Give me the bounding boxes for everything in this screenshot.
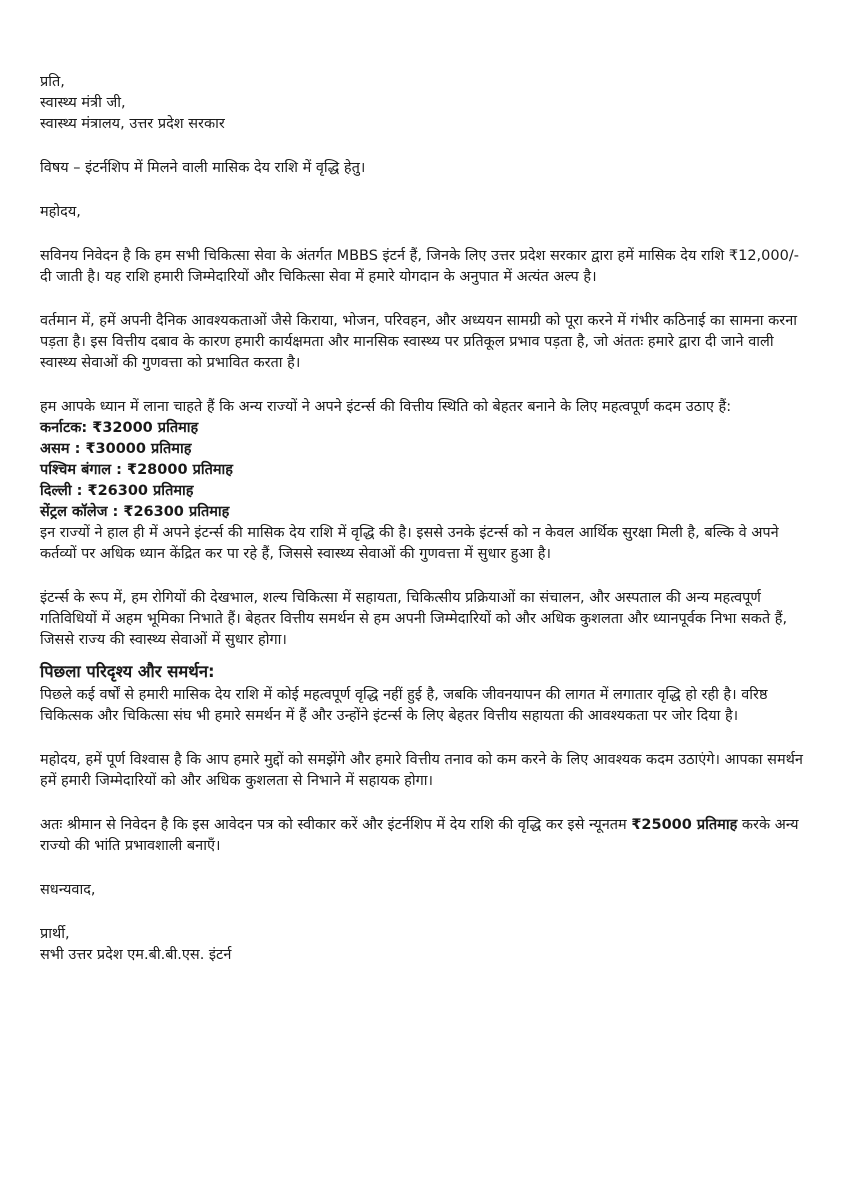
- paragraph-request: [40, 815, 810, 857]
- paragraph-intro: सविनय निवेदन है कि हम सभी चिकित्सा सेवा के अंतर्गत MBBS इंटर्न हैं, जिनके लिए उत्तर प्रदेश सरकार द्वारा हमें मासिक देय राशि ₹12,000/- दी जाती है। यह राशि हमारी जिम्मेदारियों और चिकित्सा सेवा में हमारे योगदान के अनुपात में अत्यंत अल्प है।: [40, 248, 799, 285]
- paragraph-confidence: महोदय, हमें पूर्ण विश्वास है कि आप हमारे मुद्दों को समझेंगे और हमारे वित्तीय तनाव को कम करने के लिए आवश्यक कदम उठाएंगे। आपका समर्थन हमें हमारी जिम्मेदारियों को और अधिक कुशलता से निभाने में सहायक होगा।: [40, 752, 803, 789]
- letter-document: [40, 72, 810, 966]
- paragraph-states-impact: इन राज्यों ने हाल ही में अपने इंटर्न्स की मासिक देय राशि में वृद्धि की है। इससे उनके इंटर्न्स को न केवल आर्थिक सुरक्षा मिली है, बल्कि वे अपने कर्तव्यों पर अधिक ध्यान केंद्रित कर पा रहे हैं, जिससे स्वास्थ्य सेवाओं की गुणवत्ता में सुधार हुआ है।: [40, 525, 779, 562]
- state-stipend-item: पश्चिम बंगाल : ₹28000 प्रतिमाह: [40, 462, 233, 478]
- recipient-line: प्रति,: [40, 74, 65, 90]
- paragraph-other-states-intro: हम आपके ध्यान में लाना चाहते हैं कि अन्य राज्यों ने अपने इंटर्न्स की वित्तीय स्थिति को बेहतर बनाने के लिए महत्वपूर्ण कदम उठाए हैं:: [40, 399, 732, 415]
- state-stipend-list: [40, 418, 810, 523]
- signature-line: सभी उत्तर प्रदेश एम.बी.बी.एस. इंटर्न: [40, 947, 232, 963]
- request-text: अतः श्रीमान से निवेदन है कि इस आवेदन पत्र को स्वीकार करें और इंटर्नशिप में देय राशि की वृद्धि कर इसे न्यूनतम: [40, 817, 632, 833]
- section-heading: पिछला परिदृश्य और समर्थन:: [40, 662, 215, 681]
- signature-line: प्रार्थी,: [40, 926, 70, 942]
- state-stipend-item: कर्नाटक: ₹32000 प्रतिमाह: [40, 420, 199, 436]
- recipient-line: स्वास्थ्य मंत्री जी,: [40, 95, 126, 111]
- requested-amount: ₹25000 प्रतिमाह: [631, 817, 738, 833]
- paragraph-intern-role: इंटर्न्स के रूप में, हम रोगियों की देखभाल, शल्य चिकित्सा में सहायता, चिकित्सीय प्रक्रियाओं का संचालन, और अस्पताल की अन्य महत्वपूर्ण गतिविधियों में अहम भूमिका निभाते हैं। बेहतर वित्तीय समर्थन से हम अपनी जिम्मेदारियों को और अधिक कुशलता और ध्यानपूर्वक निभा सकते हैं, जिससे राज्य की स्वास्थ्य सेवाओं में सुधार होगा।: [40, 590, 788, 648]
- paragraph-background: पिछले कई वर्षों से हमारी मासिक देय राशि में कोई महत्वपूर्ण वृद्धि नहीं हुई है, जबकि जीवनयापन की लागत में लगातार वृद्धि हो रही है। वरिष्ठ चिकित्सक और चिकित्सा संघ भी हमारे समर्थन में हैं और उन्होंने इंटर्न्स के लिए बेहतर वित्तीय सहायता की आवश्यकता पर जोर दिया है।: [40, 687, 768, 724]
- closing: सधन्यवाद,: [40, 882, 96, 898]
- salutation: महोदय,: [40, 204, 81, 220]
- recipient-line: स्वास्थ्य मंत्रालय, उत्तर प्रदेश सरकार: [40, 116, 225, 132]
- state-stipend-item: असम : ₹30000 प्रतिमाह: [40, 441, 192, 457]
- signature-block: [40, 924, 810, 966]
- request-text-end: करके अन्य राज्यो की भांति प्रभावशाली बनाएँ।: [40, 817, 799, 854]
- subject-line: विषय – इंटर्नशिप में मिलने वाली मासिक देय राशि में वृद्धि हेतु।: [40, 160, 366, 176]
- state-stipend-item: दिल्ली : ₹26300 प्रतिमाह: [40, 483, 194, 499]
- paragraph-difficulties: वर्तमान में, हमें अपनी दैनिक आवश्यकताओं जैसे किराया, भोजन, परिवहन, और अध्ययन सामग्री को पूरा करने में गंभीर कठिनाई का सामना करना पड़ता है। इस वित्तीय दबाव के कारण हमारी कार्यक्षमता और मानसिक स्वास्थ्य पर प्रतिकूल प्रभाव पड़ता है, जो अंततः हमारे द्वारा दी जाने वाली स्वास्थ्य सेवाओं की गुणवत्ता को प्रभावित करता है।: [40, 313, 798, 371]
- state-stipend-item: सेंट्रल कॉलेज : ₹26300 प्रतिमाह: [40, 504, 230, 520]
- recipient-block: [40, 72, 810, 135]
